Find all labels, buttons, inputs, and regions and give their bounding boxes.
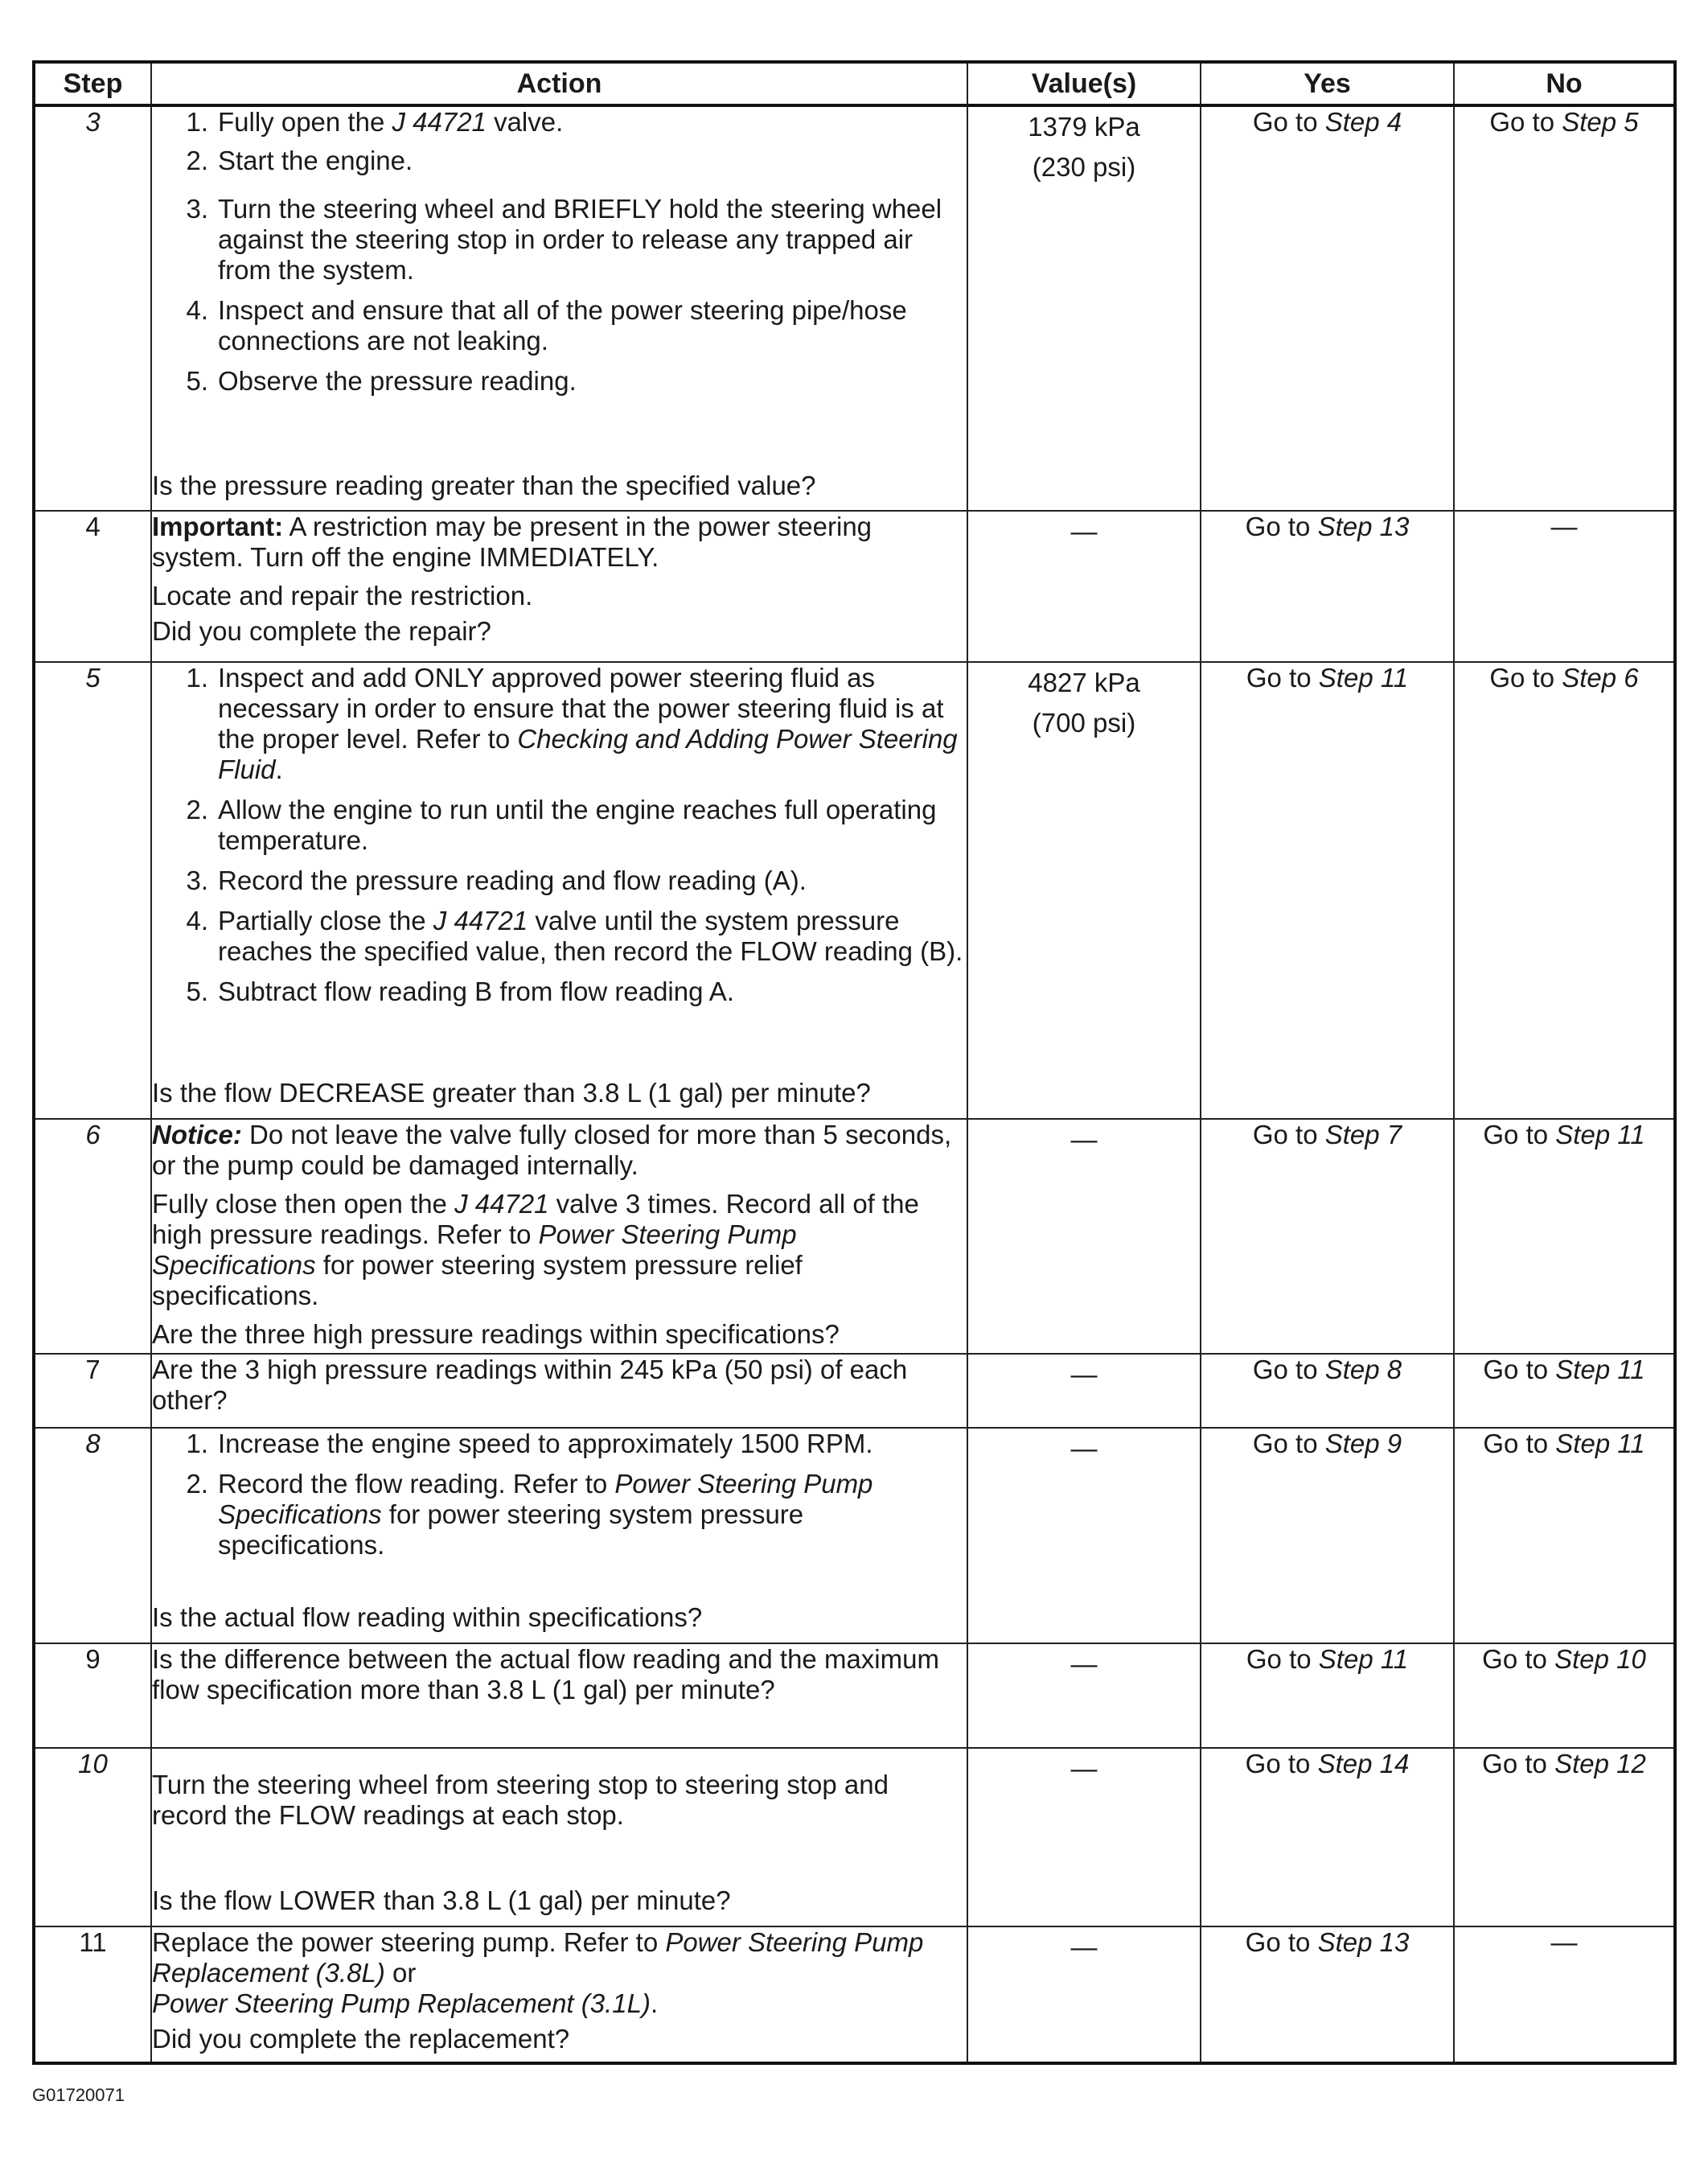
no-cell: —	[1454, 511, 1675, 662]
value-kpa: 1379 kPa	[1028, 112, 1140, 142]
action-cell	[151, 1926, 967, 2063]
value-cell	[967, 662, 1201, 1119]
header-row	[34, 62, 1675, 105]
yes-link[interactable]: Go to Step 13	[1245, 512, 1410, 541]
list-item: 4. Partially close the J 44721 valve until the system pressure reaches the specified value, then record the FLOW reading (B).	[186, 906, 963, 966]
no-link[interactable]: Go to Step 6	[1489, 663, 1639, 693]
question: Are the three high pressure readings within specifications?	[152, 1319, 840, 1349]
diagnostic-table	[32, 60, 1677, 2065]
value-psi: (230 psi)	[1032, 152, 1136, 182]
figure-id: G01720071	[32, 2085, 125, 2105]
yes-cell	[1201, 1354, 1454, 1428]
table-row-step-9	[34, 1643, 1675, 1748]
table-row-step-10	[34, 1748, 1675, 1926]
action-cell	[151, 1643, 967, 1748]
list-item: 3. Turn the steering wheel and BRIEFLY hold the steering wheel against the steering stop in order to release any trapped air from the system.	[186, 194, 942, 285]
list-item: 2. Record the flow reading. Refer to Power Steering Pump Specifications for power steering system pressure specifications.	[186, 1469, 873, 1560]
action-cell	[151, 511, 967, 662]
value-cell: —	[967, 1643, 1201, 1748]
step-number: 10	[34, 1748, 151, 1926]
question: Did you complete the replacement?	[152, 2024, 570, 2054]
yes-cell	[1201, 1643, 1454, 1748]
instruction: Fully close then open the J 44721 valve 3 times. Record all of the high pressure readings. Refer to Power Steering Pump Specifications for power steering system pressure relief specifications.	[152, 1189, 919, 1310]
notice-note: Notice: Do not leave the valve fully closed for more than 5 seconds, or the pump could be damaged internally.	[152, 1120, 952, 1180]
instruction: Locate and repair the restriction.	[152, 581, 533, 611]
yes-link[interactable]: Go to Step 7	[1252, 1120, 1402, 1149]
value-psi: (700 psi)	[1032, 708, 1136, 738]
no-link[interactable]: Go to Step 11	[1483, 1355, 1645, 1384]
yes-link[interactable]: Go to Step 8	[1252, 1355, 1402, 1384]
value-cell: —	[967, 1119, 1201, 1354]
no-cell	[1454, 662, 1675, 1119]
action-cell	[151, 662, 967, 1119]
header-action: Action	[151, 62, 967, 105]
important-note: Important: A restriction may be present in the power steering system. Turn off the engine IMMEDIATELY.	[152, 512, 872, 572]
list-item: 2. Start the engine.	[186, 146, 413, 175]
action-cell	[151, 1354, 967, 1428]
no-link[interactable]: Go to Step 11	[1483, 1429, 1645, 1458]
yes-link[interactable]: Go to Step 14	[1245, 1749, 1410, 1778]
yes-cell	[1201, 662, 1454, 1119]
list-item: 1. Inspect and add ONLY approved power steering fluid as necessary in order to ensure that the power steering fluid is at the proper level. Refer to Checking and Adding Power Steering Fluid.	[186, 663, 958, 784]
no-cell	[1454, 105, 1675, 511]
yes-cell	[1201, 1119, 1454, 1354]
diagnostic-table-wrapper	[32, 60, 1673, 2065]
action-cell	[151, 1428, 967, 1643]
action-steps	[152, 1429, 967, 1570]
no-cell	[1454, 1354, 1675, 1428]
table-row-step-7	[34, 1354, 1675, 1428]
yes-link[interactable]: Go to Step 13	[1245, 1927, 1410, 1957]
step-number: 9	[34, 1643, 151, 1748]
header-step: Step	[34, 62, 151, 105]
no-cell	[1454, 1748, 1675, 1926]
step-number: 11	[34, 1926, 151, 2063]
action-steps	[152, 663, 967, 1017]
header-no: No	[1454, 62, 1675, 105]
yes-cell	[1201, 1428, 1454, 1643]
action-cell	[151, 1119, 967, 1354]
list-item: 1. Increase the engine speed to approximately 1500 RPM.	[186, 1429, 873, 1458]
question: Is the flow DECREASE greater than 3.8 L (1 gal) per minute?	[152, 1078, 871, 1108]
no-link[interactable]: Go to Step 5	[1489, 107, 1639, 137]
no-cell	[1454, 1119, 1675, 1354]
no-link[interactable]: Go to Step 12	[1482, 1749, 1646, 1778]
value-cell: —	[967, 511, 1201, 662]
instruction: Replace the power steering pump. Refer to Power Steering Pump Replacement (3.8L) or Power Steering Pump Replacement (3.1L).	[152, 1927, 924, 2018]
action-cell	[151, 1748, 967, 1926]
list-item: 4. Inspect and ensure that all of the power steering pipe/hose connections are not leaking.	[186, 295, 907, 356]
header-yes: Yes	[1201, 62, 1454, 105]
value-cell: —	[967, 1428, 1201, 1643]
no-link[interactable]: Go to Step 10	[1482, 1644, 1646, 1674]
yes-cell	[1201, 105, 1454, 511]
list-item: 5. Observe the pressure reading.	[186, 366, 577, 396]
no-cell: —	[1454, 1926, 1675, 2063]
table-row-step-5	[34, 662, 1675, 1119]
step-number: 4	[34, 511, 151, 662]
value-cell	[967, 105, 1201, 511]
table-row-step-6	[34, 1119, 1675, 1354]
yes-cell	[1201, 1926, 1454, 2063]
action-steps	[152, 107, 967, 406]
yes-link[interactable]: Go to Step 11	[1246, 1644, 1409, 1674]
value-cell: —	[967, 1926, 1201, 2063]
value-cell: —	[967, 1748, 1201, 1926]
yes-link[interactable]: Go to Step 11	[1246, 663, 1409, 693]
value-cell: —	[967, 1354, 1201, 1428]
question: Did you complete the repair?	[152, 616, 491, 646]
question: Is the actual flow reading within specifications?	[152, 1602, 703, 1632]
list-item: 5. Subtract flow reading B from flow reading A.	[186, 977, 734, 1006]
list-item: 2. Allow the engine to run until the engine reaches full operating temperature.	[186, 795, 937, 855]
no-cell	[1454, 1428, 1675, 1643]
step-number: 3	[34, 105, 151, 511]
no-link[interactable]: Go to Step 11	[1483, 1120, 1645, 1149]
question: Is the pressure reading greater than the specified value?	[152, 471, 816, 500]
yes-cell	[1201, 511, 1454, 662]
step-number: 8	[34, 1428, 151, 1643]
step-number: 7	[34, 1354, 151, 1428]
action-cell	[151, 105, 967, 511]
question: Is the difference between the actual flow reading and the maximum flow specification more than 3.8 L (1 gal) per minute?	[152, 1644, 939, 1704]
table-row-step-3	[34, 105, 1675, 511]
instruction: Turn the steering wheel from steering stop to steering stop and record the FLOW readings at each stop.	[152, 1770, 889, 1830]
table-row-step-11	[34, 1926, 1675, 2063]
yes-cell	[1201, 1748, 1454, 1926]
header-values: Value(s)	[967, 62, 1201, 105]
table-row-step-4	[34, 511, 1675, 662]
no-cell	[1454, 1643, 1675, 1748]
list-item: 1. Fully open the J 44721 valve.	[186, 107, 564, 137]
step-number: 5	[34, 662, 151, 1119]
value-kpa: 4827 kPa	[1028, 668, 1140, 697]
yes-link[interactable]: Go to Step 9	[1252, 1429, 1402, 1458]
question: Are the 3 high pressure readings within 245 kPa (50 psi) of each other?	[152, 1355, 908, 1415]
step-number: 6	[34, 1119, 151, 1354]
question: Is the flow LOWER than 3.8 L (1 gal) per minute?	[152, 1885, 731, 1915]
list-item: 3. Record the pressure reading and flow reading (A).	[186, 866, 807, 895]
yes-link[interactable]: Go to Step 4	[1252, 107, 1402, 137]
table-row-step-8	[34, 1428, 1675, 1643]
